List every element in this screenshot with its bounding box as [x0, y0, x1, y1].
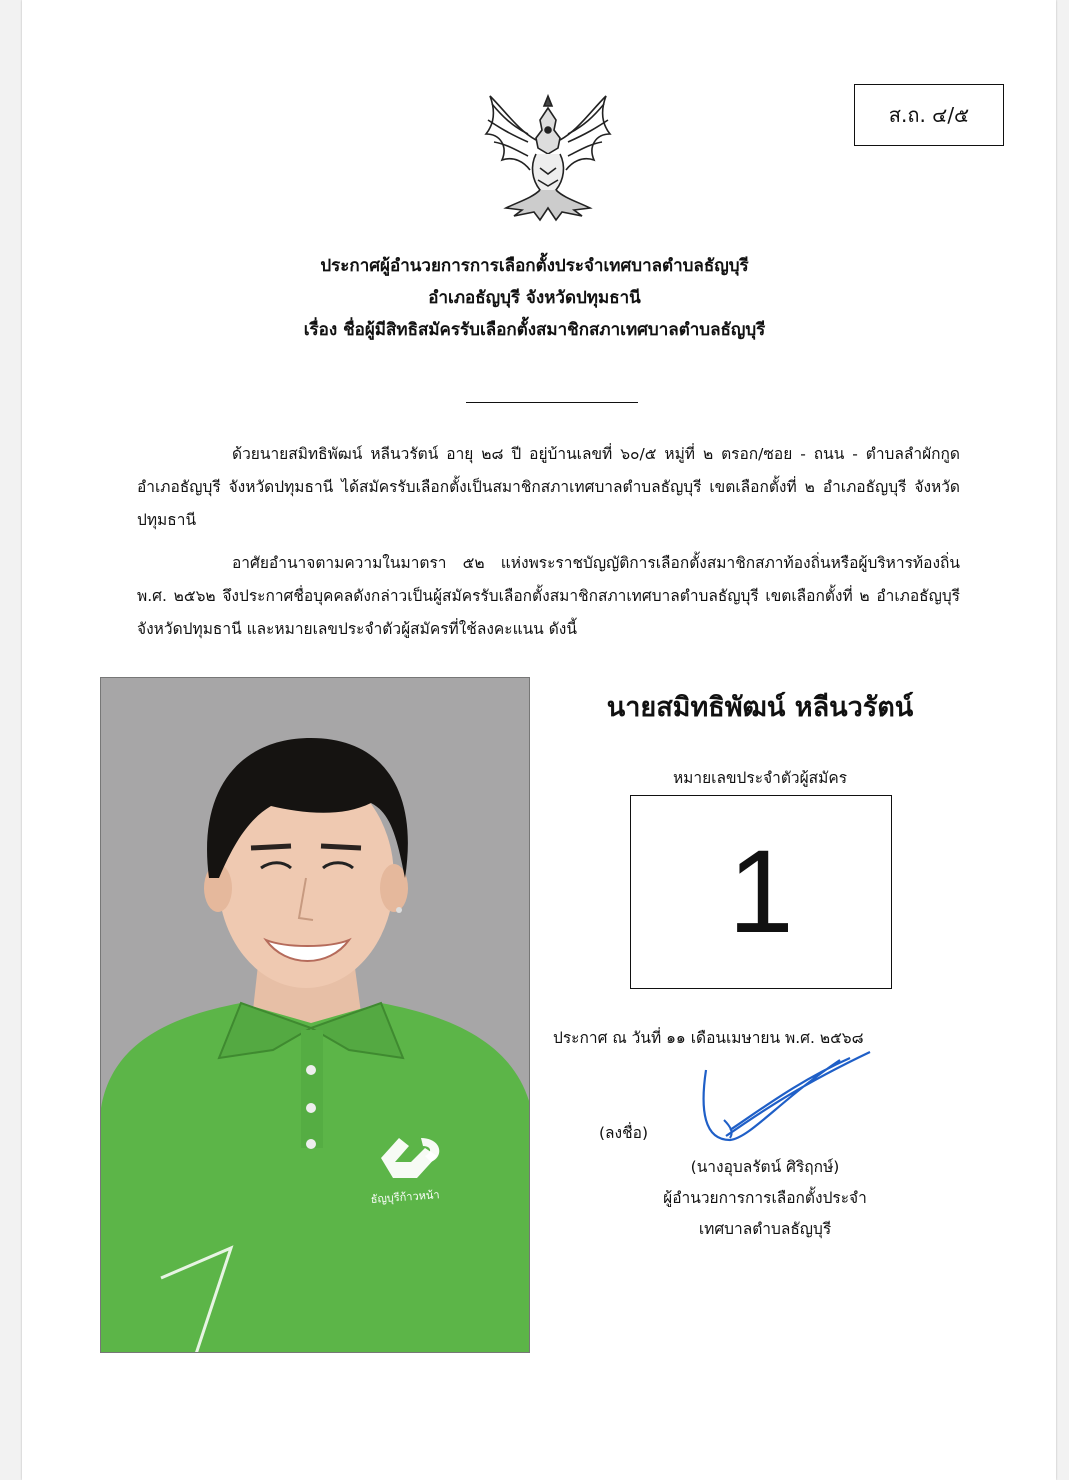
form-code: ส.ถ. ๔/๕ — [888, 103, 970, 127]
announcement-date: ประกาศ ณ วันที่ ๑๑ เดือนเมษายน พ.ศ. ๒๕๖๘ — [553, 1029, 864, 1047]
body-paragraph-2 — [137, 547, 960, 646]
candidate-photo — [100, 677, 530, 1353]
signature-icon — [690, 1040, 890, 1150]
candidate-number-label: หมายเลขประจำตัวผู้สมัคร — [672, 769, 848, 787]
paragraph-1-text: ด้วยนายสมิทธิพัฒน์ หลีนวรัตน์ อายุ ๒๘ ปี อยู่บ้านเลขที่ ๖๐/๕ หมู่ที่ ๒ ตรอก/ซอย - ถนน - ตำบลลำผักกูด อำเภอธัญบุรี จังหวัดปทุมธานี ได้สมัครรับเลือกตั้งเป็นสมาชิกสภาเทศบาลตำบลธัญบุรี เขตเลือกตั้งที่ ๒ อำเภอธัญบุรี จังหวัดปทุมธานี — [137, 445, 960, 529]
candidate-number: 1 — [728, 826, 794, 958]
form-code-box — [854, 84, 1004, 146]
garuda-emblem-icon — [478, 90, 618, 225]
paragraph-2-text: อาศัยอำนาจตามความในมาตรา ๕๒ แห่งพระราชบัญญัติการเลือกตั้งสมาชิกสภาท้องถิ่นหรือผู้บริหารท้องถิ่น พ.ศ. ๒๕๖๒ จึงประกาศชื่อบุคคลดังกล่าวเป็นผู้สมัครรับเลือกตั้งสมาชิกสภาเทศบาลตำบลธัญบุรี เขตเลือกตั้งที่ ๒ อำเภอธัญบุรี จังหวัดปทุมธานี และหมายเลขประจำตัวผู้สมัครที่ใช้ลงคะแนน ดังนี้ — [137, 554, 960, 638]
announcement-district: อำเภอธัญบุรี จังหวัดปทุมธานี — [428, 288, 641, 308]
candidate-number-box — [630, 795, 892, 989]
candidate-name: นายสมิทธิพัฒน์ หลีนวรัตน์ — [606, 692, 914, 723]
announcement-subject: เรื่อง ชื่อผู้มีสิทธิสมัครรับเลือกตั้งสมาชิกสภาเทศบาลตำบลธัญบุรี — [303, 320, 766, 340]
signer-role-line-2: เทศบาลตำบลธัญบุรี — [698, 1220, 832, 1238]
divider — [466, 402, 638, 403]
shirt-logo-text: ธัญบุรีก้าวหน้า — [370, 1188, 440, 1206]
signature-label: (ลงชื่อ) — [599, 1124, 648, 1142]
body-paragraph-1 — [137, 438, 960, 537]
signer-role-line-1: ผู้อำนวยการการเลือกตั้งประจำ — [663, 1189, 867, 1207]
announcement-title: ประกาศผู้อำนวยการการเลือกตั้งประจำเทศบาลตำบลธัญบุรี — [320, 256, 749, 276]
signer-name: (นางอุบลรัตน์ ศิริฤกษ์) — [690, 1158, 840, 1176]
